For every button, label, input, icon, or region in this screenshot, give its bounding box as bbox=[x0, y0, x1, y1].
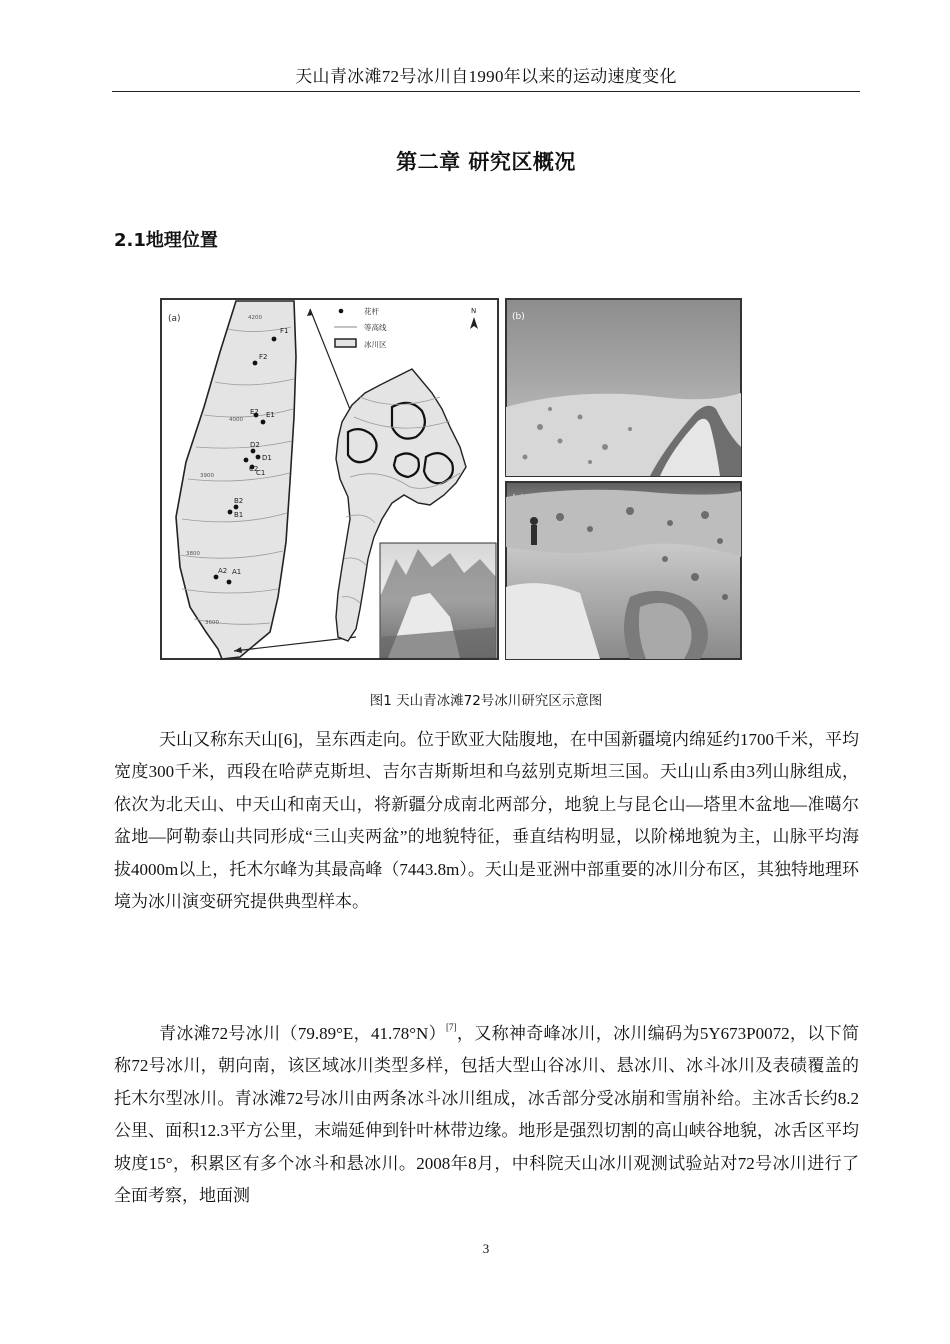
body-paragraph-1: 天山又称东天山[6]，呈东西走向。位于欧亚大陆腹地，在中国新疆境内绵延约1700千米，平均宽度300千米，西段在哈萨克斯坦、吉尔吉斯斯坦和乌兹别克斯坦三国。天山山系由3列山脉组成，依次为北天山、中天山和南天山，将新疆分成南北两部分，地貌上与昆仑山—塔里木盆地—准噶尔盆地—阿勒泰山共同形成“三山夹两盆”的地貌特征，垂直结构明显，以阶梯地貌为主，山脉平均海拔4000m以上，托木尔峰为其最高峰（7443.8m）。天山是亚洲中部重要的冰川分布区，其独特地理环境为冰川演变研究提供典型样本。 bbox=[114, 730, 859, 912]
chapter-title: 第二章 研究区概况 bbox=[396, 150, 576, 174]
contour-label: 4200 bbox=[248, 315, 262, 321]
stake-label: F1 bbox=[280, 327, 289, 335]
paragraph-text: ，又称神奇峰冰川，冰川编码为5Y673P0072，以下简称72号冰川，朝向南，该区域冰川类型多样，包括大型山谷冰川、悬冰川、冰斗冰川及表碛覆盖的托木尔型冰川。青冰滩72号冰川由两条冰斗冰川组成，冰舌部分受冰崩和雪崩补给。主冰舌长约8.2公里、面积12.3平方公里，末端延伸到针叶林带边缘。地形是强烈切割的高山峡谷地貌，冰舌区平均坡度15°，积累区有多个冰斗和悬冰川。2008年8月，中科院天山冰川观测试验站对72号冰川进行了全面考察，地面测 bbox=[114, 1024, 859, 1206]
stake-label: B2 bbox=[234, 497, 244, 505]
page-number: 3 bbox=[482, 1241, 490, 1256]
contour-label: 4000 bbox=[229, 417, 243, 423]
legend-glacier: 冰川区 bbox=[364, 340, 387, 349]
map-panel bbox=[161, 299, 498, 659]
contour-label: 3800 bbox=[186, 551, 200, 557]
stake-label: A2 bbox=[218, 567, 228, 575]
header-rule bbox=[112, 91, 860, 92]
stake-label: C1 bbox=[256, 469, 266, 477]
figure-svg bbox=[160, 297, 743, 661]
photo-panel-c bbox=[506, 482, 741, 659]
stake-label: B1 bbox=[234, 511, 244, 519]
panel-label-b: (b) bbox=[512, 312, 525, 322]
stake-label: F2 bbox=[259, 353, 268, 361]
section-heading: 2.1地理位置 bbox=[114, 230, 218, 251]
contour-label: 3900 bbox=[200, 473, 214, 479]
paragraph-text: 青冰滩72号冰川（79.89°E，41.78°N） bbox=[159, 1024, 447, 1043]
citation-reference: [7] bbox=[446, 1022, 457, 1032]
study-area-figure bbox=[160, 297, 743, 661]
stake-label: A1 bbox=[232, 568, 242, 576]
figure-caption: 图1 天山青冰滩72号冰川研究区示意图 bbox=[369, 693, 603, 709]
stake-label: E1 bbox=[266, 411, 275, 419]
north-label: N bbox=[471, 307, 477, 315]
stake-label: C2 bbox=[249, 465, 259, 473]
body-paragraph-2 bbox=[114, 1018, 859, 1212]
running-header: 天山青冰滩72号冰川自1990年以来的运动速度变化 bbox=[295, 67, 677, 86]
legend-contour: 等高线 bbox=[364, 323, 387, 332]
stake-label: D1 bbox=[262, 454, 272, 462]
photo-panel-b bbox=[506, 299, 741, 476]
stake-label: E2 bbox=[250, 408, 259, 416]
panel-label-a: (a) bbox=[168, 314, 181, 324]
stake-label: D2 bbox=[250, 441, 260, 449]
contour-label: 3600 bbox=[205, 620, 219, 626]
legend-stake: 花杆 bbox=[364, 307, 379, 316]
